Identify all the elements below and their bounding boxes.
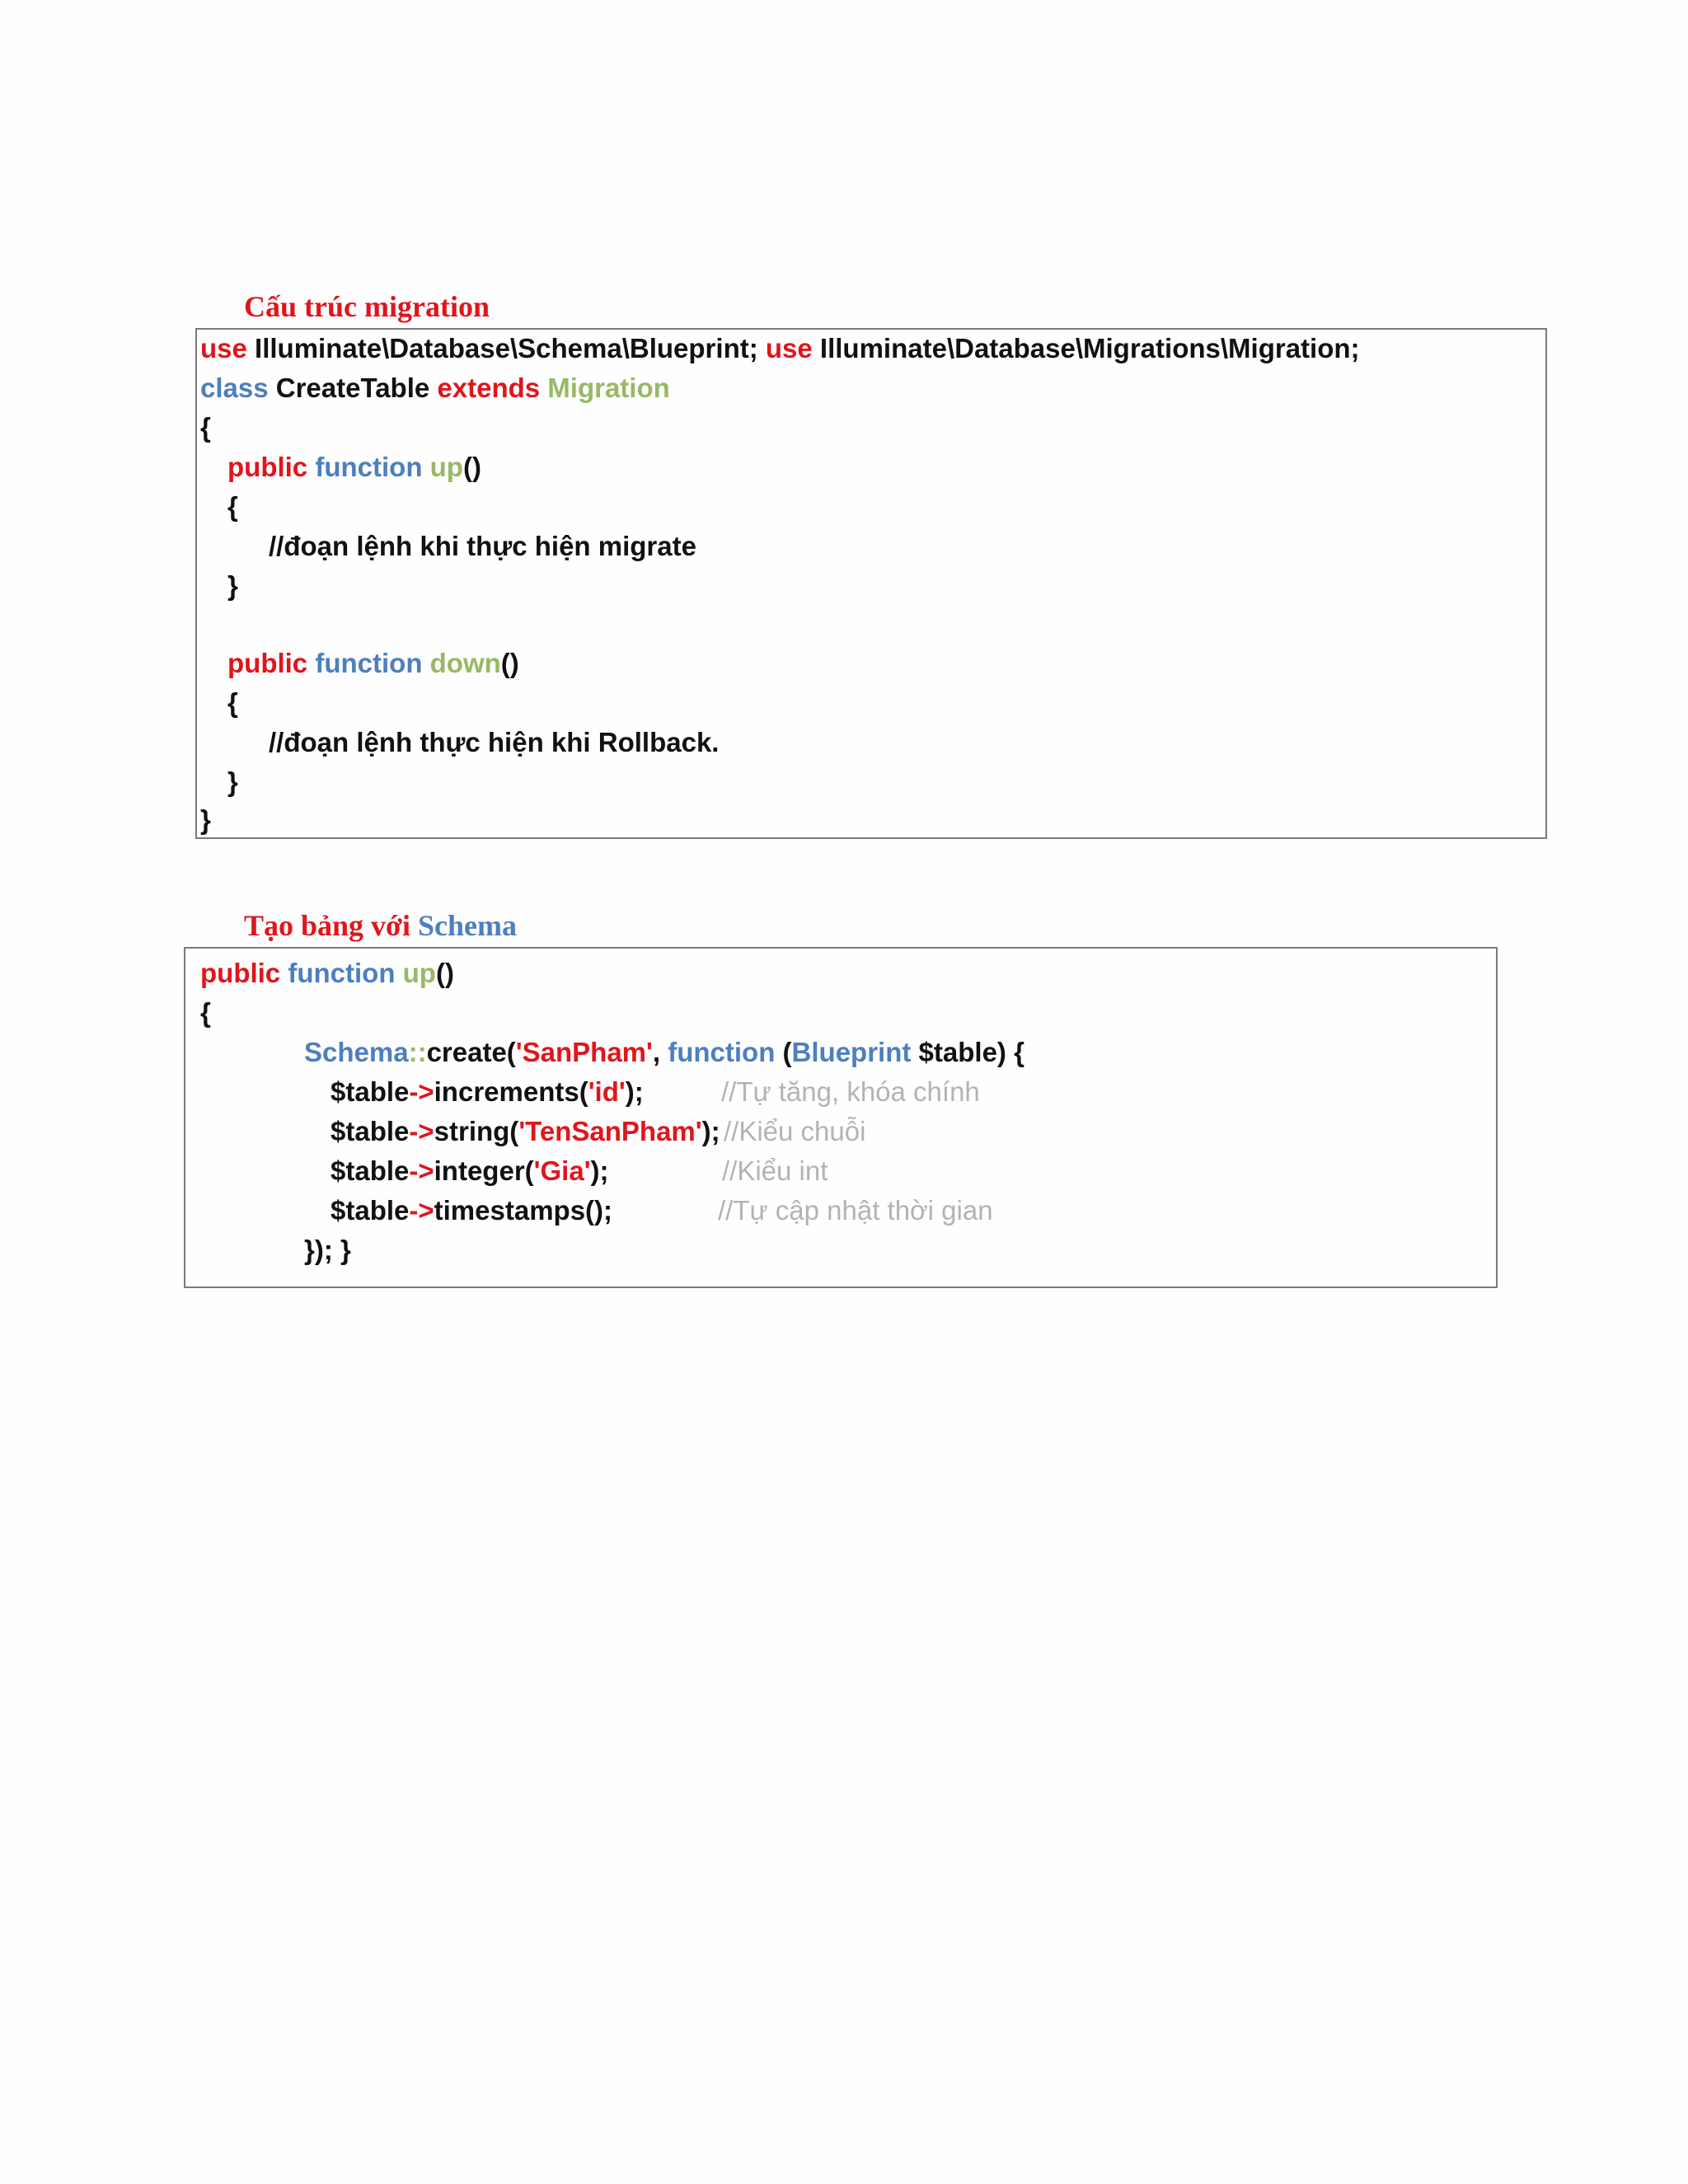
- code-line: [331, 1112, 720, 1151]
- keyword-function: function: [307, 452, 423, 482]
- keyword-public: public: [227, 648, 308, 678]
- code-comment: //đoạn lệnh thực hiện khi Rollback.: [269, 727, 720, 757]
- code-text: $table: [331, 1116, 410, 1146]
- function-name: up: [395, 958, 436, 988]
- code-line: [227, 487, 238, 527]
- code-line: [200, 993, 211, 1033]
- arrow-operator: ->: [409, 1195, 434, 1226]
- section1-heading-text: Cấu trúc migration: [244, 290, 490, 323]
- code-text: }: [227, 570, 238, 601]
- code-line: [227, 566, 238, 606]
- code-text: Illuminate\Database\Schema\Blueprint;: [246, 333, 766, 363]
- code-text: {: [227, 491, 238, 522]
- code-text: {: [200, 997, 211, 1028]
- code-line: [269, 723, 719, 762]
- code-line: [331, 1151, 609, 1191]
- code-text: );: [701, 1116, 720, 1146]
- code-comment: //Kiểu chuỗi: [724, 1116, 866, 1146]
- code-text: $table) {: [911, 1037, 1025, 1067]
- code-line: [227, 762, 238, 802]
- code-text: (: [775, 1037, 792, 1067]
- section2-heading: [244, 907, 517, 944]
- keyword-function: function: [668, 1037, 776, 1067]
- blueprint-class: Blueprint: [791, 1037, 912, 1067]
- function-name: up: [422, 452, 463, 482]
- keyword-use: use: [765, 333, 813, 363]
- code-comment: //đoạn lệnh khi thực hiện migrate: [269, 531, 696, 561]
- keyword-class: class: [200, 373, 269, 403]
- code-text: );: [590, 1155, 609, 1186]
- code-text: (): [435, 958, 454, 988]
- string-literal: 'Gia': [533, 1155, 591, 1186]
- keyword-use: use: [200, 333, 247, 363]
- string-literal: 'TenSanPham': [518, 1116, 702, 1146]
- arrow-operator: ->: [409, 1076, 434, 1107]
- code-line: [200, 329, 1360, 368]
- keyword-public: public: [227, 452, 308, 482]
- section2-heading-text: Tạo bảng với: [244, 909, 410, 942]
- code-line: [200, 368, 670, 408]
- code-text: $table: [331, 1195, 410, 1226]
- code-text: $table: [331, 1155, 410, 1186]
- code-line: [200, 408, 211, 448]
- code-text: ,: [652, 1037, 668, 1067]
- arrow-operator: ->: [409, 1116, 434, 1146]
- code-line: [227, 448, 481, 487]
- code-line: [200, 954, 454, 993]
- code-text: create(: [426, 1037, 516, 1067]
- code-comment: //Kiểu int: [722, 1155, 828, 1186]
- code-line: [200, 800, 211, 840]
- code-line: [269, 527, 696, 566]
- code-text: (): [462, 452, 481, 482]
- code-line: [331, 1072, 644, 1112]
- code-text: }: [227, 766, 238, 797]
- section2-heading-schema: Schema: [410, 909, 517, 942]
- function-name: down: [422, 648, 501, 678]
- keyword-function: function: [280, 958, 396, 988]
- code-line: [304, 1033, 1025, 1072]
- code-text: }: [200, 804, 211, 835]
- code-text: {: [227, 687, 238, 718]
- code-line: [331, 1191, 612, 1230]
- scope-operator: ::: [408, 1037, 427, 1067]
- code-text: (): [500, 648, 519, 678]
- keyword-public: public: [200, 958, 281, 988]
- code-text: $table: [331, 1076, 410, 1107]
- class-name: Migration: [540, 373, 670, 403]
- code-text: Illuminate\Database\Migrations\Migration;: [812, 333, 1360, 363]
- code-text: integer(: [434, 1155, 534, 1186]
- code-text: );: [625, 1076, 644, 1107]
- code-text: CreateTable: [268, 373, 438, 403]
- string-literal: 'SanPham': [515, 1037, 653, 1067]
- string-literal: 'id': [588, 1076, 626, 1107]
- section1-heading: [244, 288, 490, 325]
- code-line: [227, 644, 519, 683]
- code-comment: //Tự tăng, khóa chính: [721, 1076, 980, 1107]
- code-text: }); }: [304, 1235, 351, 1265]
- arrow-operator: ->: [409, 1155, 434, 1186]
- schema-class: Schema: [304, 1037, 409, 1067]
- code-text: increments(: [434, 1076, 588, 1107]
- code-line: [227, 683, 238, 723]
- keyword-function: function: [307, 648, 423, 678]
- code-comment: //Tự cập nhật thời gian: [718, 1195, 993, 1226]
- keyword-extends: extends: [437, 373, 541, 403]
- code-text: string(: [434, 1116, 519, 1146]
- code-text: {: [200, 412, 211, 443]
- code-text: timestamps();: [434, 1195, 613, 1226]
- code-line: [304, 1230, 351, 1270]
